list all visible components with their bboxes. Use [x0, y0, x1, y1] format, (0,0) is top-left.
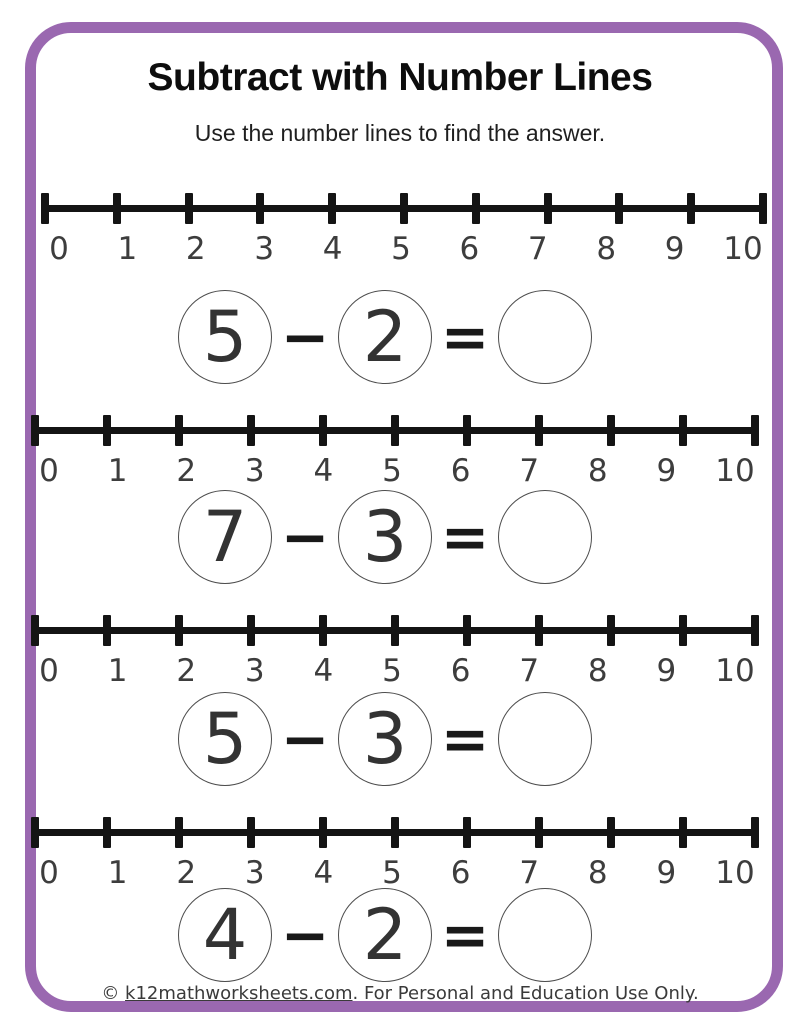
tick-label: 8: [587, 453, 608, 489]
equals-icon: =: [440, 303, 490, 371]
minuend-circle: 5: [178, 692, 272, 786]
minuend-circle: 7: [178, 490, 272, 584]
problem-1: [178, 290, 592, 384]
equals-icon: =: [440, 705, 490, 773]
number-line-labels: [49, 231, 763, 268]
tick-mark: [391, 817, 399, 848]
tick-mark: [391, 615, 399, 646]
tick-label: 3: [244, 855, 265, 891]
tick-label: 1: [107, 653, 128, 689]
tick-label: 2: [185, 231, 206, 267]
tick-label: 3: [254, 231, 275, 267]
minuend-circle: 5: [178, 290, 272, 384]
problem-3: [178, 692, 592, 786]
tick-mark: [256, 193, 264, 224]
instructions-text: Use the number lines to find the answer.: [194, 120, 606, 146]
tick-mark: [247, 817, 255, 848]
tick-label: 6: [450, 453, 471, 489]
number-line-3: [35, 615, 755, 695]
copyright-symbol: ©: [101, 983, 126, 1004]
tick-mark: [247, 415, 255, 446]
footer-text: [0, 983, 800, 1004]
tick-label: 10: [715, 453, 755, 489]
equals-icon: =: [440, 503, 490, 571]
tick-mark: [41, 193, 49, 224]
tick-mark: [247, 615, 255, 646]
tick-label: 1: [107, 855, 128, 891]
tick-mark: [759, 193, 767, 224]
tick-label: 9: [656, 855, 677, 891]
tick-mark: [679, 415, 687, 446]
tick-label: 8: [587, 855, 608, 891]
page-title: Subtract with Number Lines: [147, 56, 653, 99]
tick-mark: [615, 193, 623, 224]
tick-label: 6: [459, 231, 480, 267]
number-line-1: [45, 193, 763, 273]
tick-mark: [185, 193, 193, 224]
tick-mark: [391, 415, 399, 446]
tick-mark: [687, 193, 695, 224]
footer-suffix: . For Personal and Education Use Only.: [352, 983, 699, 1004]
tick-label: 5: [391, 231, 411, 267]
answer-circle[interactable]: [498, 290, 592, 384]
tick-mark: [175, 817, 183, 848]
tick-mark: [31, 615, 39, 646]
tick-mark: [328, 193, 336, 224]
tick-mark: [463, 415, 471, 446]
tick-label: 4: [313, 855, 334, 891]
number-line-2: [35, 415, 755, 495]
tick-label: 1: [117, 231, 138, 267]
minuend-circle: 4: [178, 888, 272, 982]
tick-label: 7: [519, 453, 540, 489]
tick-mark: [175, 615, 183, 646]
tick-mark: [751, 415, 759, 446]
tick-label: 3: [244, 453, 265, 489]
tick-label: 3: [244, 653, 265, 689]
minus-icon: −: [280, 303, 330, 371]
tick-label: 5: [382, 855, 402, 891]
tick-label: 4: [313, 453, 334, 489]
tick-mark: [319, 415, 327, 446]
tick-label: 9: [656, 653, 677, 689]
tick-label: 4: [313, 653, 334, 689]
number-line-4: [35, 817, 755, 897]
problem-2: [178, 490, 592, 584]
tick-mark: [535, 415, 543, 446]
answer-circle[interactable]: [498, 692, 592, 786]
tick-mark: [472, 193, 480, 224]
minus-icon: −: [280, 503, 330, 571]
tick-mark: [535, 615, 543, 646]
number-line-labels: [39, 653, 755, 690]
answer-circle[interactable]: [498, 888, 592, 982]
equals-icon: =: [440, 901, 490, 969]
tick-label: 0: [39, 453, 59, 489]
tick-mark: [175, 415, 183, 446]
tick-mark: [607, 615, 615, 646]
minus-icon: −: [280, 705, 330, 773]
tick-mark: [400, 193, 408, 224]
number-line-ticks: [35, 615, 755, 646]
tick-label: 2: [176, 855, 197, 891]
tick-label: 8: [587, 653, 608, 689]
tick-label: 10: [715, 653, 755, 689]
number-line-labels: [39, 855, 755, 892]
tick-mark: [319, 817, 327, 848]
tick-label: 0: [39, 653, 59, 689]
number-line-ticks: [35, 817, 755, 848]
tick-mark: [679, 615, 687, 646]
tick-label: 10: [715, 855, 755, 891]
tick-label: 1: [107, 453, 128, 489]
number-line-ticks: [45, 193, 763, 224]
tick-label: 0: [49, 231, 69, 267]
answer-circle[interactable]: [498, 490, 592, 584]
subtrahend-circle: 2: [338, 888, 432, 982]
tick-mark: [103, 817, 111, 848]
tick-label: 6: [450, 855, 471, 891]
tick-mark: [679, 817, 687, 848]
tick-label: 6: [450, 653, 471, 689]
subtrahend-circle: 3: [338, 692, 432, 786]
footer-link[interactable]: k12mathworksheets.com: [125, 983, 353, 1004]
tick-label: 7: [519, 855, 540, 891]
tick-mark: [544, 193, 552, 224]
tick-label: 5: [382, 453, 402, 489]
tick-mark: [607, 817, 615, 848]
tick-mark: [103, 615, 111, 646]
tick-label: 2: [176, 453, 197, 489]
tick-label: 10: [723, 231, 763, 267]
tick-mark: [463, 615, 471, 646]
tick-label: 7: [527, 231, 548, 267]
tick-mark: [103, 415, 111, 446]
minus-icon: −: [280, 901, 330, 969]
tick-label: 7: [519, 653, 540, 689]
tick-label: 4: [322, 231, 343, 267]
tick-label: 0: [39, 855, 59, 891]
tick-label: 9: [664, 231, 685, 267]
tick-mark: [535, 817, 543, 848]
tick-mark: [319, 615, 327, 646]
tick-mark: [751, 817, 759, 848]
tick-label: 9: [656, 453, 677, 489]
tick-mark: [31, 817, 39, 848]
tick-mark: [463, 817, 471, 848]
tick-label: 2: [176, 653, 197, 689]
tick-mark: [607, 415, 615, 446]
tick-label: 5: [382, 653, 402, 689]
tick-mark: [113, 193, 121, 224]
number-line-labels: [39, 453, 755, 490]
tick-label: 8: [596, 231, 617, 267]
subtrahend-circle: 3: [338, 490, 432, 584]
subtrahend-circle: 2: [338, 290, 432, 384]
tick-mark: [31, 415, 39, 446]
tick-mark: [751, 615, 759, 646]
number-line-ticks: [35, 415, 755, 446]
problem-4: [178, 888, 592, 982]
